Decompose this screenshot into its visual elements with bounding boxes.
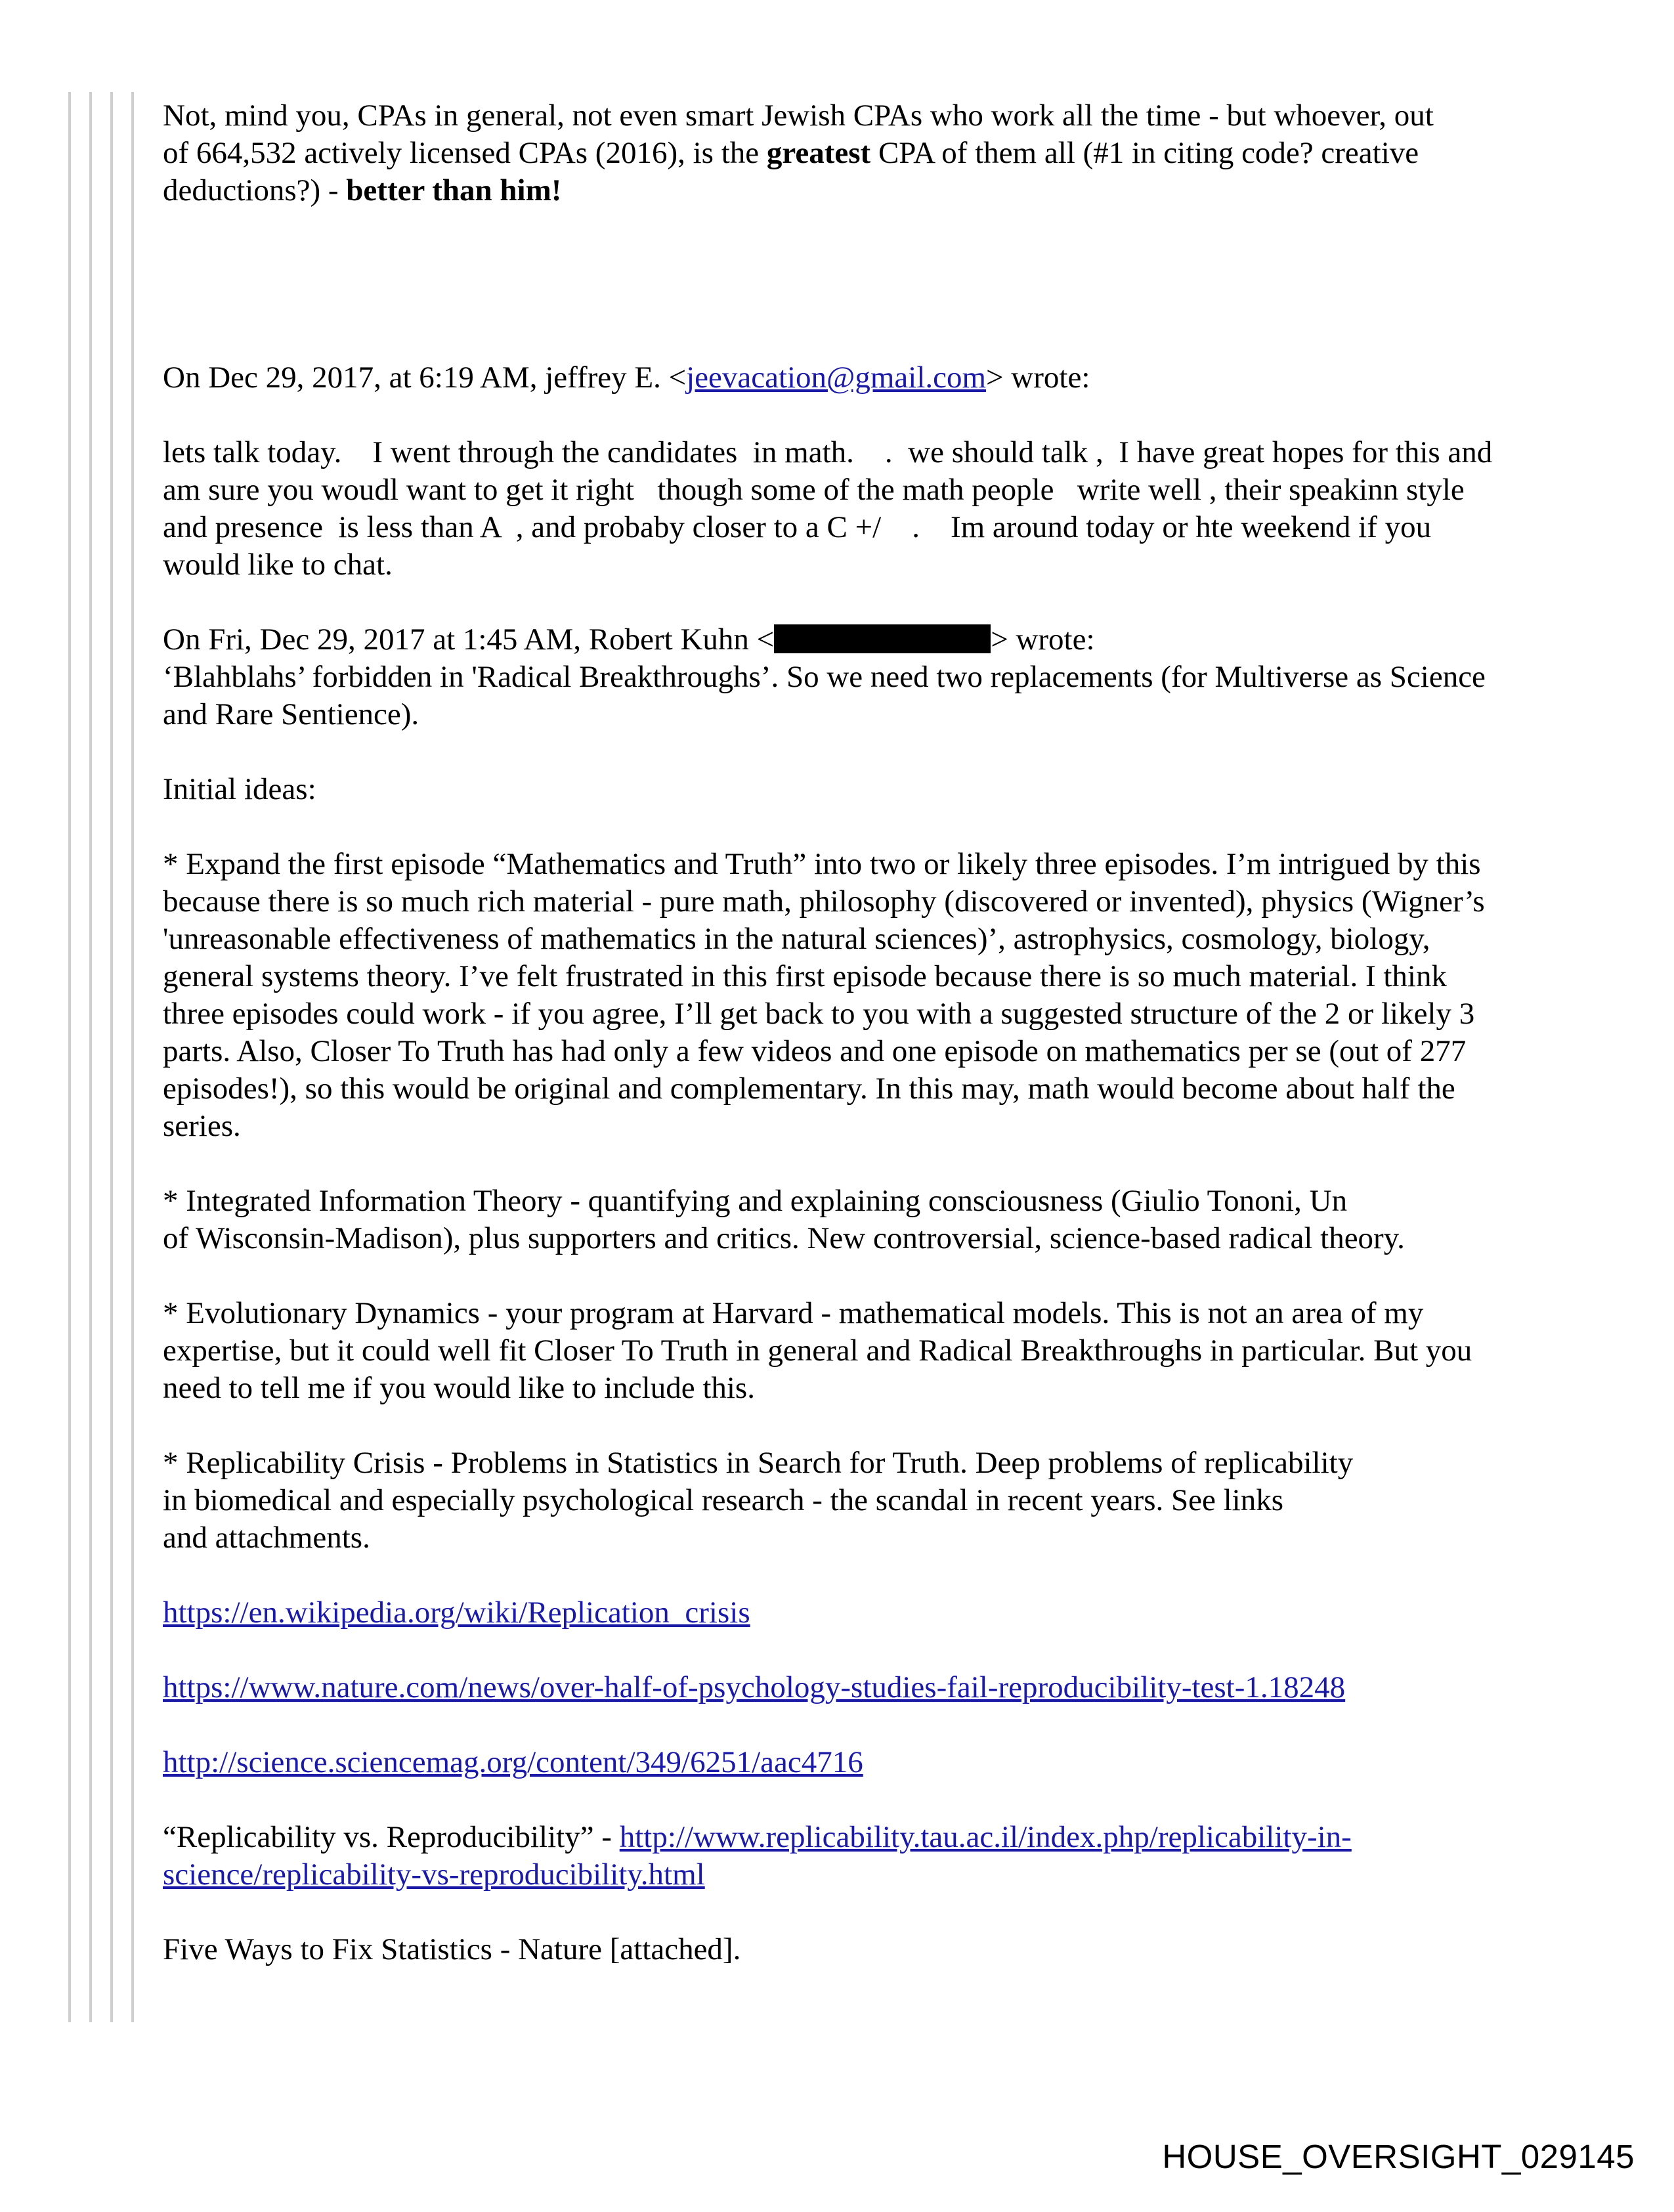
kuhn-reply-header [163, 621, 1581, 733]
jeffrey-message [163, 434, 1581, 584]
idea2-line: of Wisconsin-Madison), plus supporters and critics. New controversial, science-based radical theory. [163, 1221, 1405, 1255]
intro-line-1: Not, mind you, CPAs in general, not even smart Jewish CPAs who work all the time - but whoever, out [163, 98, 1434, 133]
intro-paragraph [163, 97, 1581, 209]
link-paragraph-3 [163, 1744, 1581, 1781]
jeffrey-header-suffix: > wrote: [986, 360, 1090, 395]
quote-bar-2 [89, 92, 92, 2022]
idea1-line: * Expand the first episode “Mathematics and Truth” into two or likely three episodes. I’m intrigued by this [163, 847, 1481, 881]
idea1-line: three episodes could work - if you agree, I’ll get back to you with a suggested structure of the 2 or likely 3 [163, 997, 1475, 1031]
kuhn-header-suffix: > wrote: [991, 622, 1095, 657]
intro-line-3a: deductions?) - [163, 173, 347, 207]
idea-mathematics-truth [163, 846, 1581, 1145]
idea1-line: general systems theory. I’ve felt frustrated in this first episode because there is so much material. I think [163, 959, 1447, 993]
initial-ideas-label: Initial ideas: [163, 772, 316, 806]
kuhn-opening-line-1: ‘Blahblahs’ forbidden in 'Radical Breakthroughs’. So we need two replacements (for Multiverse as Science [163, 660, 1486, 694]
kuhn-opening-line-2: and Rare Sentience). [163, 697, 419, 731]
jeffrey-header-prefix: On Dec 29, 2017, at 6:19 AM, jeffrey E. < [163, 360, 687, 395]
jeffrey-line-1: lets talk today. I went through the candidates in math. . we should talk , I have great hopes for this and [163, 435, 1493, 469]
replicability-prefix: “Replicability vs. Reproducibility” - [163, 1820, 620, 1854]
jeffrey-line-4: would like to chat. [163, 548, 393, 582]
idea3-line: need to tell me if you would like to include this. [163, 1371, 755, 1405]
quote-bar-3 [110, 92, 113, 2022]
bates-number: HOUSE_OVERSIGHT_029145 [1162, 2138, 1635, 2175]
idea1-line: parts. Also, Closer To Truth has had only a few videos and one episode on mathematics per se (out of 277 [163, 1034, 1467, 1068]
replicability-link[interactable]: http://www.replicability.tau.ac.il/index.php/replicability-in- [619, 1820, 1352, 1854]
idea4-line: and attachments. [163, 1521, 370, 1555]
intro-bold-greatest: greatest [766, 136, 871, 170]
closing-line: Five Ways to Fix Statistics - Nature [attached]. [163, 1932, 741, 1966]
spacer [163, 247, 1581, 359]
idea4-line: in biomedical and especially psychological research - the scandal in recent years. See links [163, 1483, 1284, 1517]
idea-integrated-information [163, 1182, 1581, 1257]
idea-replicability-crisis [163, 1444, 1581, 1557]
nature-link[interactable]: https://www.nature.com/news/over-half-of-psychology-studies-fail-reproducibility-test-1.18248 [163, 1670, 1346, 1704]
idea3-line: * Evolutionary Dynamics - your program at Harvard - mathematical models. This is not an area of my [163, 1296, 1424, 1330]
intro-bold-better: better than him! [346, 173, 562, 207]
quote-bar-1 [68, 92, 71, 2022]
idea1-line: episodes!), so this would be original and complementary. In this may, math would become about half the [163, 1072, 1455, 1106]
sciencemag-link[interactable]: http://science.sciencemag.org/content/349/6251/aac4716 [163, 1745, 863, 1779]
intro-line-2a: of 664,532 actively licensed CPAs (2016), is the [163, 136, 767, 170]
jeffrey-line-2: am sure you woudl want to get it right though some of the math people write well , their speakinn style [163, 473, 1465, 507]
idea1-line: series. [163, 1109, 241, 1143]
link-paragraph-2 [163, 1669, 1581, 1706]
jeffrey-line-3: and presence is less than A , and probaby closer to a C +/ . Im around today or hte weekend if you [163, 510, 1432, 544]
kuhn-header-prefix: On Fri, Dec 29, 2017 at 1:45 AM, Robert Kuhn < [163, 622, 775, 657]
jeffrey-reply-header [163, 359, 1581, 397]
replicability-paragraph [163, 1819, 1581, 1894]
idea1-line: 'unreasonable effectiveness of mathematics in the natural sciences)’, astrophysics, cosmology, biology, [163, 922, 1430, 956]
idea2-line: * Integrated Information Theory - quantifying and explaining consciousness (Giulio Tononi, Un [163, 1184, 1348, 1218]
idea1-line: because there is so much rich material - pure math, philosophy (discovered or invented), physics (Wigner’s [163, 884, 1485, 919]
link-paragraph-1 [163, 1594, 1581, 1632]
idea4-line: * Replicability Crisis - Problems in Statistics in Search for Truth. Deep problems of replicability [163, 1446, 1354, 1480]
jeffrey-email-link[interactable]: jeevacation@gmail.com [686, 360, 987, 395]
idea-evolutionary-dynamics [163, 1295, 1581, 1407]
wikipedia-link[interactable]: https://en.wikipedia.org/wiki/Replication_crisis [163, 1595, 750, 1630]
quote-bar-4 [131, 92, 134, 2022]
redacted-email-block [774, 624, 991, 653]
idea3-line: expertise, but it could well fit Closer To Truth in general and Radical Breakthroughs in particular. But you [163, 1334, 1472, 1368]
email-body [163, 97, 1581, 1968]
replicability-link-cont[interactable]: science/replicability-vs-reproducibility.html [163, 1857, 705, 1892]
intro-line-2b: CPA of them all (#1 in citing code? creative [870, 136, 1419, 170]
